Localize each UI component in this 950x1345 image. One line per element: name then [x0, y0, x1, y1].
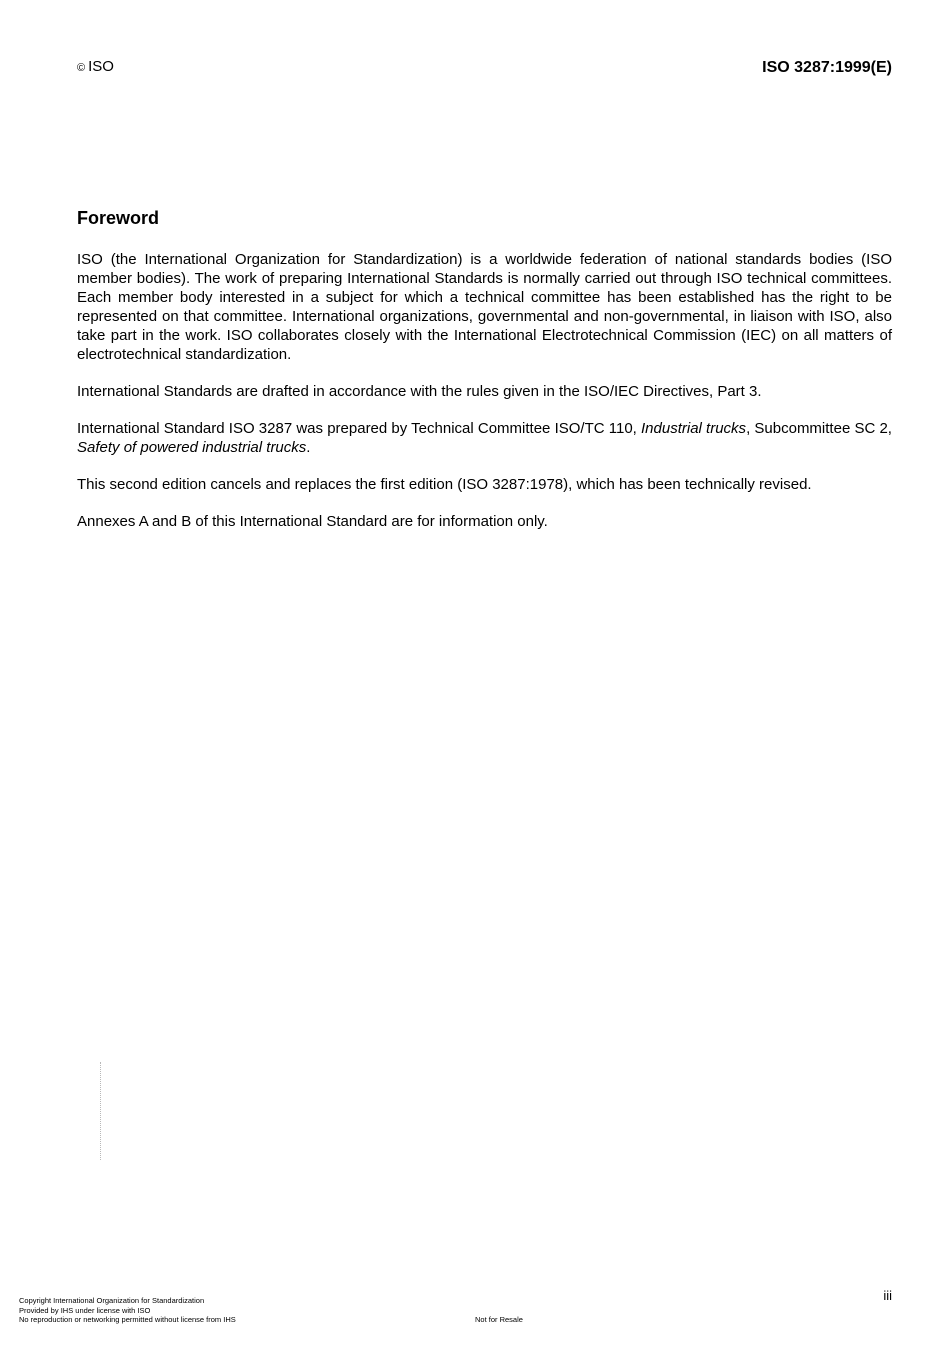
- footer-line-provided: Provided by IHS under license with ISO: [19, 1305, 151, 1315]
- page-number: iii: [883, 1288, 892, 1303]
- paragraph-3-text-c: .: [306, 439, 311, 456]
- document-id: ISO 3287:1999(E): [762, 59, 892, 76]
- foreword-title: Foreword: [77, 208, 160, 228]
- header-copyright: [77, 58, 114, 75]
- footer-not-for-resale: Not for Resale: [475, 1315, 523, 1324]
- paragraph-3-text-a: International Standard ISO 3287 was prepared by Technical Committee ISO/TC 110,: [77, 420, 642, 437]
- footer-line-copyright: Copyright International Organization for Standardization: [19, 1296, 205, 1305]
- committee-title: Industrial trucks: [641, 420, 747, 437]
- margin-dotted-mark: [100, 1062, 101, 1160]
- foreword-body: [77, 250, 892, 549]
- foreword-paragraph-4: This second edition cancels and replaces the first edition (ISO 3287:1978), which has been technically revised.: [77, 476, 812, 493]
- copyright-org: ISO: [88, 58, 114, 75]
- foreword-paragraph-3: [77, 419, 892, 457]
- foreword-paragraph-5: Annexes A and B of this International Standard are for information only.: [77, 513, 548, 530]
- footer-license: [19, 1296, 236, 1325]
- copyright-symbol: ©: [77, 62, 86, 74]
- subcommittee-title: Safety of powered industrial trucks: [77, 439, 307, 456]
- foreword-paragraph-2: International Standards are drafted in accordance with the rules given in the ISO/IEC Directives, Part 3.: [77, 383, 762, 400]
- paragraph-3-text-b: , Subcommittee SC 2,: [746, 420, 892, 437]
- footer-line-reproduction: No reproduction or networking permitted without license from IHS: [19, 1315, 236, 1324]
- foreword-paragraph-1: ISO (the International Organization for Standardization) is a worldwide federation of national standards bodies (ISO member bodies). The work of preparing International Standards is normally carried out through ISO technical committees. Each member body interested in a subject for which a technical committee has been established has the right to be represented on that committee. International organizations, governmental and non-governmental, in liaison with ISO, also take part in the work. ISO collaborates closely with the International Electrotechnical Commission (IEC) on all matters of electrotechnical standardization.: [77, 251, 892, 363]
